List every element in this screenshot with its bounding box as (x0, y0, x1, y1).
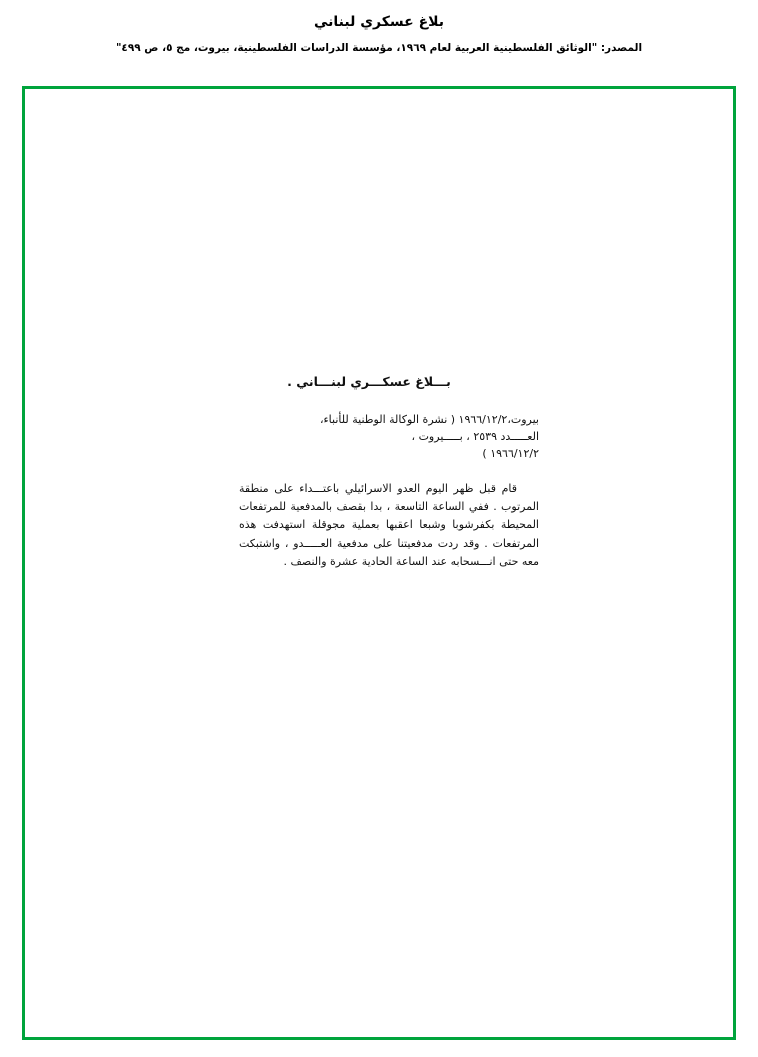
meta-line: ١٩٦٦/١٢/٢ ) (482, 447, 539, 461)
page-title: بلاغ عسكري لبناني (313, 14, 445, 30)
source-citation: المصدر: "الوثائق الفلسطينية العربية لعام ١٩٦٩، مؤسسة الدراسات الفلسطينية، بيروت، مج ٥، ص ٤٩٩" (115, 42, 643, 54)
scan-meta (239, 411, 539, 462)
page-header (0, 0, 758, 54)
scan-heading: بـــلاغ عسكـــري لبنـــاني . (287, 374, 451, 389)
meta-line: بيروت،١٩٦٦/١٢/٢ ( نشرة الوكالة الوطنية للأنباء، (319, 413, 539, 426)
scan-body-paragraph: قام قبل ظهر اليوم العدو الاسرائيلي باعتـــداء على منطقة المرتوب . ففي الساعة التاسعة ، بدا بقصف بالمدفعية للمرتفعات المحيطة بكفرشوبا وشبعا اعقبها بعملية مجوقلة استهدفت هذه المرتفعات . وقد ردت مدفعيتنا على مدفعية العـــــدو ، واشتبكت معه حتى انـــسحابه عند الساعة الحادية عشرة والنصف . (239, 482, 539, 568)
meta-line: العـــــدد ٢٥٣٩ ، بـــــيروت ، (411, 430, 539, 444)
scanned-text-block (239, 374, 539, 571)
document-frame (22, 86, 736, 1040)
scanned-document-page (25, 89, 739, 1043)
